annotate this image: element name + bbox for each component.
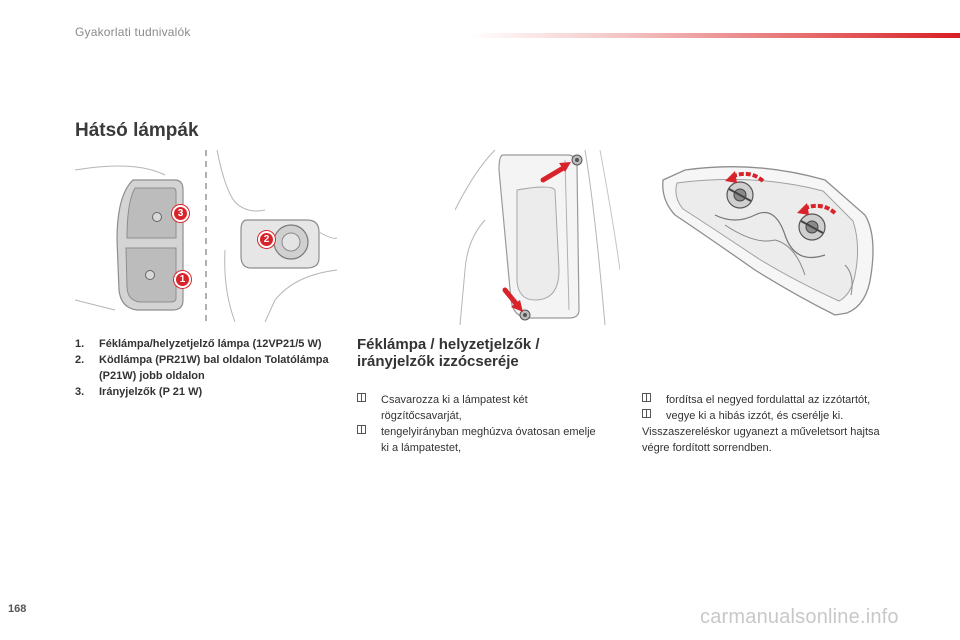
callout-badge-1 <box>174 271 191 288</box>
parts-list <box>75 336 335 400</box>
figure-tail-lamp-overview <box>75 150 337 322</box>
header-accent-line <box>470 33 960 38</box>
list-number: 2. <box>75 354 85 366</box>
step-text: Csavarozza ki a lámpatest két rögzítőcsavarját, <box>381 394 528 422</box>
list-text: Ködlámpa (PR21W) bal oldalon Tolatólámpa (P21W) jobb oldalon <box>99 354 329 382</box>
callout-label: 1 <box>179 274 186 285</box>
step-text: tengelyirányban meghúzva óvatosan emelje ki a lámpatestet, <box>381 426 596 454</box>
list-item <box>357 392 597 424</box>
list-item <box>75 352 335 384</box>
running-header: Gyakorlati tudnivalók <box>75 25 191 39</box>
reassembly-note: Visszaszereléskor ugyanezt a műveletsort hajtsa végre fordított sorrendben. <box>642 426 880 454</box>
list-item <box>75 384 335 400</box>
list-number: 1. <box>75 338 85 350</box>
figure-bulb-holders <box>655 155 880 320</box>
page-number: 168 <box>8 603 27 615</box>
list-item <box>642 408 912 424</box>
section-title: Hátsó lámpák <box>75 120 199 141</box>
callout-label: 2 <box>263 234 270 245</box>
checkbox-bullet-icon <box>642 393 651 402</box>
list-text: Irányjelzők (P 21 W) <box>99 386 203 398</box>
callout-badge-3 <box>172 205 189 222</box>
callout-label: 3 <box>177 208 184 219</box>
watermark: carmanualsonline.info <box>700 606 899 628</box>
list-text: Féklámpa/helyzetjelző lámpa (12VP21/5 W) <box>99 338 322 350</box>
subsection-title: Féklámpa / helyzetjelzők / irányjelzők izzócseréje <box>357 336 540 370</box>
steps-list-2 <box>642 392 912 424</box>
figure-fixing-screws <box>455 150 620 325</box>
checkbox-bullet-icon <box>357 425 366 434</box>
step-text: vegye ki a hibás izzót, és cserélje ki. <box>666 410 844 422</box>
callout-badge-2 <box>258 231 275 248</box>
step-text: fordítsa el negyed fordulattal az izzótartót, <box>666 394 871 406</box>
list-item <box>75 336 335 352</box>
checkbox-bullet-icon <box>357 393 366 402</box>
checkbox-bullet-icon <box>642 409 651 418</box>
list-item <box>357 424 597 456</box>
list-item <box>642 392 912 408</box>
steps-list-1 <box>357 392 597 456</box>
list-number: 3. <box>75 386 85 398</box>
